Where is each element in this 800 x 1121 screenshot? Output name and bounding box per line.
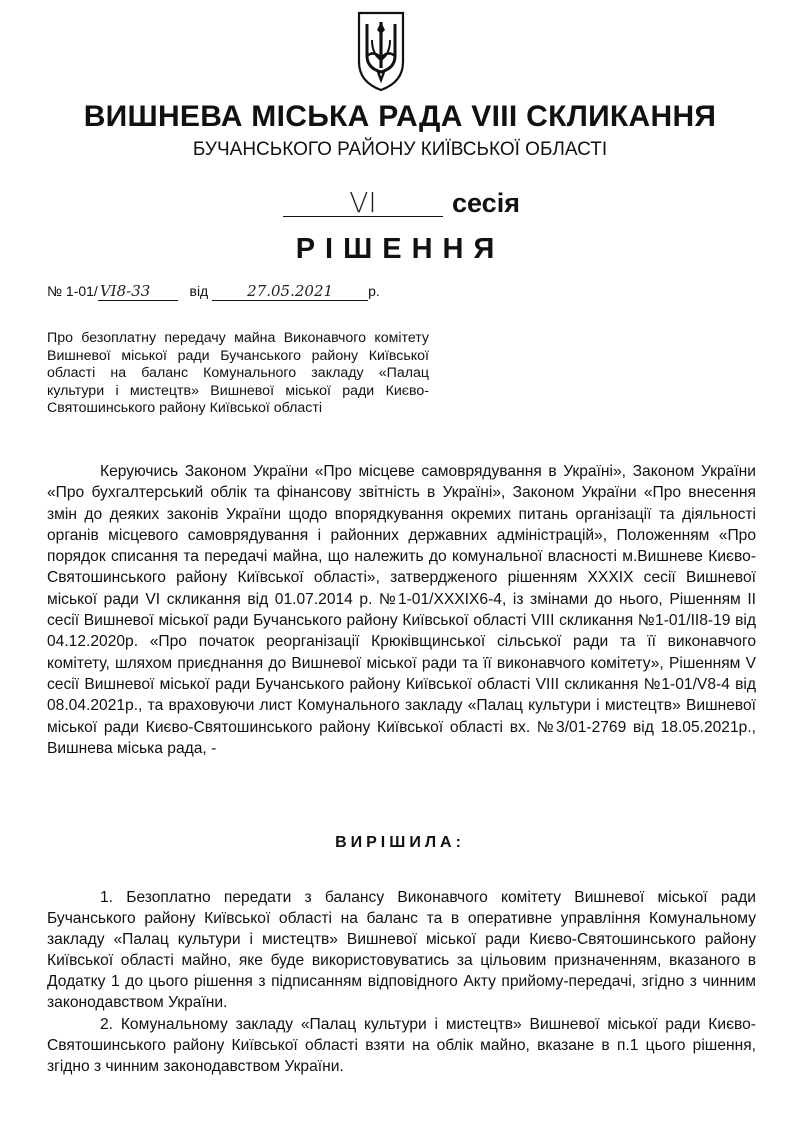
date-suffix: р. xyxy=(368,283,380,299)
session-number: VI xyxy=(349,186,377,219)
decision-number: VI8-33 xyxy=(98,282,178,301)
council-subtitle: БУЧАНСЬКОГО РАЙОНУ КИЇВСЬКОЇ ОБЛАСТІ xyxy=(192,139,608,160)
resolved-heading: ВИРІШИЛА: xyxy=(335,834,465,851)
council-title: ВИШНЕВА МІСЬКА РАДА VIII СКЛИКАННЯ xyxy=(83,100,717,133)
number-prefix: № 1-01/ xyxy=(47,283,98,299)
session-label: сесія xyxy=(452,188,520,218)
resolution-item-2: 2. Комунальному закладу «Палац культури і мистецтв» Вишневої міської ради Києво-Святошинського району Київської області взяти на облік майно, вказане в п.1 цього рішення, згідно з чинним законодавством України. xyxy=(47,1016,756,1075)
decision-meta xyxy=(47,282,380,301)
resolution-item-1: 1. Безоплатно передати з балансу Виконавчого комітету Вишневої міської ради Бучанського району Київської області на баланс та в оперативне управління Комунальному закладу «Палац культури і мистецтв» Вишневої міської ради Києво-Святошинського району Київської області майно, яке буде використовуватись за цільовим призначенням, вказаного в Додатку 1 до цього рішення з підписанням відповідного Акту прийому-передачі, згідно з чинним законодавством України. xyxy=(47,889,756,1011)
session-number-field xyxy=(283,186,443,217)
decision-date: 27.05.2021 xyxy=(212,282,368,301)
preamble-paragraph: Керуючись Законом України «Про місцеве самоврядування в Україні», Законом України «Про бухгалтерський облік та фінансову звітність в Україні», Законом України «Про внесення змін до деяких законів України щодо впорядкування окремих питань організації та діяльності органів місцевого самоврядування і районних державних адміністрацій», Положенням «Про порядок списання та передачі майна, що належить до комунальної власності м.Вишневе Києво-Святошинського району Київської області», затвердженого рішенням XXXIX сесії Вишневої міської ради VI скликання від 01.07.2014 р. №1-01/XXXIX6-4, із змінами до нього, Рішенням II сесії Вишневої міської ради Бучанського району Київської області VIII скликання №1-01/II8-19 від 04.12.2020р. «Про початок реорганізації Крюківщинської сільської ради та її виконавчого комітету, шляхом приєднання до Вишневої міської ради та її виконавчого комітету», Рішенням V сесії Вишневої міської ради Бучанського району Київської області VIII скликання №1-01/V8-4 від 08.04.2021р., та враховуючи лист Комунального закладу «Палац культури і мистецтв» Вишневої міської ради Києво-Святошинського району Київської області вх. №3/01-2769 від 18.05.2021р., Вишнева міська рада, - xyxy=(47,463,756,757)
date-prefix: від xyxy=(189,283,209,299)
trident-coat-of-arms-icon xyxy=(356,10,406,92)
decision-title: РІШЕННЯ xyxy=(295,233,505,265)
decision-subject: Про безоплатну передачу майна Виконавчого комітету Вишневої міської ради Бучанського району Київської області на баланс Комунального закладу «Палац культури і мистецтв» Вишневої міської ради Києво-Святошинського району Київської області xyxy=(47,330,429,416)
